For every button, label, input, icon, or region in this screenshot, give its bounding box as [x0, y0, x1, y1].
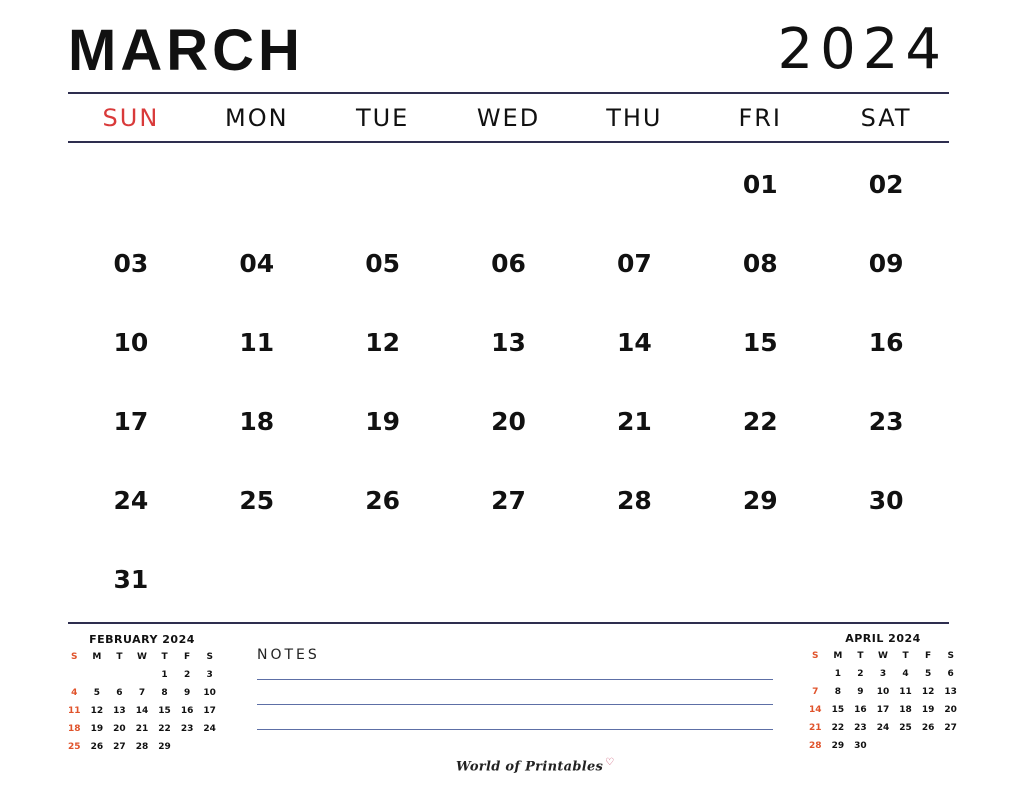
day-cell: 09: [868, 249, 904, 278]
day-cell: 05: [365, 249, 401, 278]
day-cell: [194, 540, 320, 619]
mini-weekday: S: [947, 651, 954, 661]
mini-day: 12: [921, 687, 935, 697]
mini-week-row: [63, 738, 221, 756]
mini-day: [131, 666, 154, 684]
day-cell: 14: [616, 328, 652, 357]
mini-day: 7: [812, 687, 819, 697]
week-row: [68, 461, 949, 540]
day-cell: 28: [616, 486, 652, 515]
mini-day: 27: [944, 723, 957, 733]
day-cell: 20: [491, 407, 526, 436]
mini-day: 23: [854, 723, 867, 733]
weekday-tue: TUE: [355, 104, 410, 132]
mini-day: 26: [921, 723, 935, 733]
mini-weekday: T: [161, 652, 168, 662]
mini-week-row: [63, 666, 221, 684]
mini-day: 2: [857, 669, 864, 679]
mini-weekday: T: [902, 651, 909, 661]
mini-day: 12: [90, 706, 104, 716]
day-cell: 13: [491, 328, 526, 357]
mini-week-row: [63, 720, 221, 738]
mini-day: [198, 738, 221, 756]
mini-day: 18: [68, 724, 81, 734]
day-cell: 25: [239, 486, 275, 515]
mini-day: 29: [831, 741, 845, 751]
mini-day: 6: [947, 669, 954, 679]
day-cell: 01: [742, 170, 778, 199]
mini-day: 15: [831, 705, 845, 715]
mini-day: 16: [854, 705, 867, 715]
mini-day: 30: [854, 741, 867, 751]
day-cell: 08: [742, 249, 778, 278]
mini-day: 14: [135, 706, 149, 716]
weekday-wed: WED: [476, 104, 541, 132]
day-cell: [571, 540, 697, 619]
brand-logo: [456, 757, 614, 774]
mini-day: 17: [876, 705, 890, 715]
weekday-sun: SUN: [102, 104, 160, 132]
mini-day: 22: [831, 723, 845, 733]
day-cell: 17: [113, 407, 149, 436]
mini-day: 4: [71, 688, 78, 698]
day-cell: 30: [868, 486, 904, 515]
weekday-header-row: [68, 98, 949, 138]
mini-day: 2: [183, 670, 191, 680]
mini-week-row: [804, 719, 962, 737]
week-row: [68, 224, 949, 303]
mini-day: 26: [90, 742, 104, 752]
brand-name: World of Printables: [456, 759, 604, 775]
day-cell: [446, 540, 572, 619]
day-cell: 21: [616, 407, 652, 436]
week-row: [68, 382, 949, 461]
mini-day: 9: [857, 687, 864, 697]
mini-day: 5: [924, 669, 932, 679]
mini-weekday-row: [63, 648, 221, 666]
mini-week-row: [804, 683, 962, 701]
mini-day: [63, 666, 86, 684]
mini-day: 9: [183, 688, 191, 698]
day-cell: [194, 145, 320, 224]
day-cell: [571, 145, 697, 224]
mini-weekday: W: [137, 652, 147, 662]
header-top-rule: [68, 92, 949, 94]
mini-day: 24: [203, 724, 216, 734]
mini-calendar-table: [804, 647, 962, 755]
mini-day: 5: [93, 688, 100, 698]
mini-day: 16: [180, 706, 194, 716]
mini-day: 25: [899, 723, 912, 733]
mini-weekday: S: [71, 652, 78, 662]
mini-calendar-title: FEBRUARY 2024: [89, 633, 195, 646]
day-cell: 10: [113, 328, 149, 357]
mini-day: 8: [161, 688, 168, 698]
mini-weekday: M: [833, 651, 843, 661]
mini-day: 21: [135, 724, 149, 734]
day-cell: 12: [365, 328, 401, 357]
day-cell: 29: [742, 486, 778, 515]
mini-calendar-april: [804, 631, 962, 755]
mini-day: [917, 737, 940, 755]
mini-day: 18: [899, 705, 912, 715]
day-cell: [823, 540, 949, 619]
mini-day: [804, 665, 827, 683]
day-cell: 16: [868, 328, 904, 357]
day-cell: 15: [742, 328, 778, 357]
mini-week-row: [63, 684, 221, 702]
mini-week-row: [804, 701, 962, 719]
day-cell: 27: [491, 486, 526, 515]
mini-week-row: [63, 702, 221, 720]
notes-line: [257, 729, 773, 730]
mini-day: 4: [902, 669, 909, 679]
header-bottom-rule: [68, 141, 949, 143]
footer-top-rule: [68, 622, 949, 624]
day-cell: 06: [491, 249, 526, 278]
day-cell: [320, 540, 446, 619]
mini-calendar-table: [63, 648, 221, 756]
mini-day: [86, 666, 109, 684]
mini-day: 8: [834, 687, 841, 697]
mini-day: 22: [158, 724, 171, 734]
day-cell: [446, 145, 572, 224]
day-cell: 18: [239, 407, 275, 436]
mini-weekday: W: [878, 651, 888, 661]
day-cell: 26: [365, 486, 401, 515]
mini-day: 1: [834, 669, 841, 679]
mini-calendar-february: [63, 632, 221, 756]
mini-day: 1: [161, 670, 168, 680]
mini-weekday-row: [804, 647, 962, 665]
mini-week-row: [804, 665, 962, 683]
mini-day: 28: [135, 742, 149, 752]
mini-day: 17: [203, 706, 216, 716]
weekday-fri: FRI: [738, 104, 782, 132]
mini-day: 3: [206, 670, 213, 680]
mini-day: 27: [113, 742, 126, 752]
day-cell: [68, 145, 194, 224]
mini-day: 3: [879, 669, 887, 679]
mini-day: 13: [944, 687, 957, 697]
day-cell: 07: [616, 249, 652, 278]
mini-day: 10: [876, 687, 890, 697]
month-grid: [68, 145, 949, 619]
mini-day: 15: [158, 706, 171, 716]
weekday-thu: THU: [606, 104, 663, 132]
month-title: MARCH: [68, 18, 304, 83]
year-title: 2024: [777, 17, 948, 82]
day-cell: 19: [365, 407, 401, 436]
day-cell: 23: [868, 407, 904, 436]
mini-weekday: S: [812, 651, 819, 661]
notes-line: [257, 679, 773, 680]
notes-label: NOTES: [257, 647, 320, 663]
mini-weekday: F: [184, 652, 191, 662]
mini-day: 11: [68, 706, 81, 716]
day-cell: 03: [113, 249, 149, 278]
day-cell: 31: [113, 565, 149, 594]
day-cell: [697, 540, 823, 619]
mini-weekday: T: [857, 651, 864, 661]
mini-weekday: F: [925, 651, 932, 661]
mini-day: [894, 737, 917, 755]
week-row: [68, 540, 949, 619]
weekday-sat: SAT: [860, 104, 912, 132]
heart-icon: ♡: [605, 757, 615, 768]
mini-day: 29: [158, 742, 171, 752]
mini-calendar-title: APRIL 2024: [845, 632, 921, 645]
mini-day: 20: [113, 724, 126, 734]
mini-day: 19: [90, 724, 104, 734]
day-cell: 22: [742, 407, 778, 436]
day-cell: 02: [868, 170, 904, 199]
mini-weekday: M: [92, 652, 102, 662]
mini-day: 25: [68, 742, 81, 752]
mini-day: 13: [113, 706, 126, 716]
mini-day: [176, 738, 199, 756]
mini-day: 19: [921, 705, 935, 715]
mini-day: 28: [809, 741, 822, 751]
mini-week-row: [804, 737, 962, 755]
day-cell: [320, 145, 446, 224]
mini-day: 23: [180, 724, 194, 734]
day-cell: 04: [239, 249, 275, 278]
mini-weekday: T: [116, 652, 123, 662]
notes-line: [257, 704, 773, 705]
mini-day: [939, 737, 962, 755]
mini-weekday: S: [206, 652, 213, 662]
mini-day: 10: [203, 688, 216, 698]
mini-day: [108, 666, 131, 684]
mini-day: 24: [876, 723, 890, 733]
day-cell: 11: [239, 328, 275, 357]
mini-day: 14: [809, 705, 822, 715]
week-row: [68, 145, 949, 224]
mini-day: 21: [809, 723, 822, 733]
weekday-mon: MON: [225, 104, 289, 132]
mini-day: [872, 737, 895, 755]
mini-day: 7: [138, 688, 146, 698]
mini-day: 6: [116, 688, 123, 698]
day-cell: 24: [113, 486, 149, 515]
week-row: [68, 303, 949, 382]
mini-day: 11: [899, 687, 912, 697]
mini-day: 20: [944, 705, 957, 715]
